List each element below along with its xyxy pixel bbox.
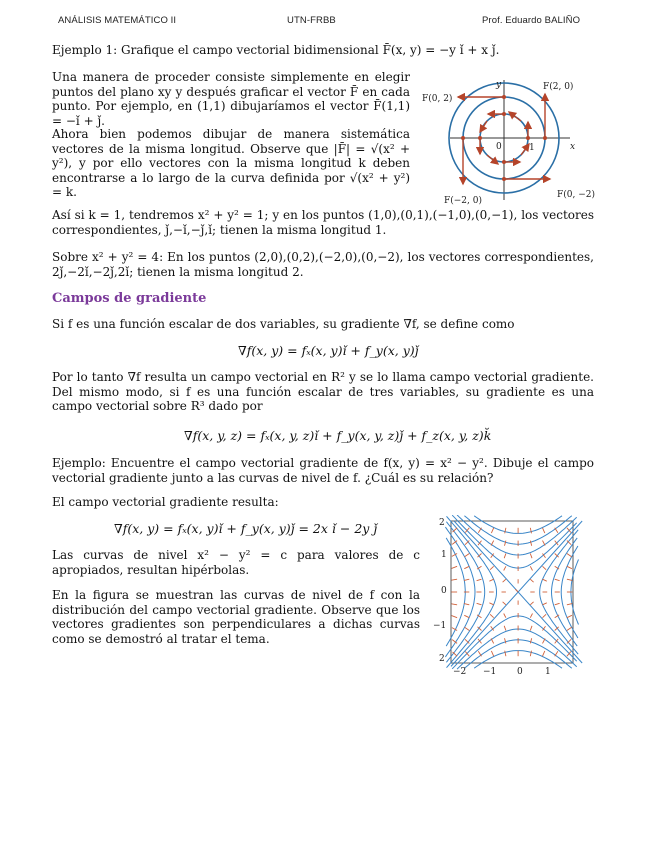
label-fm20: F(−2, 0): [444, 196, 482, 206]
header-course: ANÁLISIS MATEMÁTICO II: [58, 15, 177, 26]
paragraph-gradient-result: El campo vectorial gradiente resulta:: [52, 495, 279, 509]
label-x: x: [570, 142, 576, 152]
label-origin: 0: [496, 142, 502, 152]
y-tick: 2: [439, 518, 445, 528]
paragraph-level-curves: Las curvas de nivel x² − y² = c para valores de c apropiados, resultan hipérbolas.: [52, 548, 420, 577]
equation-gradient-3d: ∇̄f(x, y, z) = fₓ(x, y, z)ı̌ + f_y(x, y, z)ȷ̌ + f_z(x, y, z)k̆: [184, 428, 492, 443]
rotational-field-figure: [418, 72, 608, 208]
y-tick: 2: [439, 654, 445, 664]
header-professor: Prof. Eduardo BALIÑO: [482, 15, 581, 26]
paragraph-magnitude: Ahora bien podemos dibujar de manera sistemática vectores de la misma longitud. Observe que |F̄| = √(x² + y²), y por ello vectores con la misma longitud k deben encontrarse a lo largo de la curva definida por √(x² + y²) = k.: [52, 127, 410, 200]
y-tick: 0: [441, 586, 447, 596]
y-tick: −1: [433, 621, 447, 631]
example1-title: Ejemplo 1: Grafique el campo vectorial bidimensional F̄(x, y) = −y ı̌ + x ȷ̌.: [52, 43, 500, 57]
header-institution: UTN-FRBB: [287, 15, 336, 26]
equation-gradient-2d: ∇̄f(x, y) = fₓ(x, y)ı̌ + f_y(x, y)ȷ̌: [238, 343, 419, 358]
label-f20: F(2, 0): [543, 82, 574, 92]
equation-gradient-example: ∇̄f(x, y) = fₓ(x, y)ı̌ + f_y(x, y)ȷ̌ = 2x ı̌ − 2y ȷ̌: [114, 521, 378, 536]
paragraph-gradient-field: Por lo tanto ∇̄f resulta un campo vectorial en R² y se lo llama campo vectorial gradiente. Del mismo modo, si f es una función escalar de tres variables, su gradiente es una campo vectorial sobre R³ dado por: [52, 370, 594, 414]
paragraph-intro: Una manera de proceder consiste simplemente en elegir puntos del plano xy y después graficar el vector F̄ en cada punto. Por ejemplo, en (1,1) dibujaríamos el vector F̄(1,1) = −ı̌ + ȷ̌.: [52, 70, 410, 128]
paragraph-figure-note: En la figura se muestran las curvas de nivel de f con la distribución del campo vectorial gradiente. Observe que los vectores gradientes son perpendiculares a dichas curvas como se demostró al tratar el tema.: [52, 588, 420, 646]
label-y: y: [496, 80, 502, 90]
paragraph-example2: Ejemplo: Encuentre el campo vectorial gradiente de f(x, y) = x² − y². Dibuje el campo vectorial gradiente junto a las curvas de nivel de f. ¿Cuál es su relación?: [52, 456, 594, 485]
label-one: 1: [529, 143, 535, 153]
paragraph-k1: Así si k = 1, tendremos x² + y² = 1; y en los puntos (1,0),(0,1),(−1,0),(0,−1), los vectores correspondientes, ȷ̌,−ı̌,−ȷ̌,ı̌; tienen la misma longitud 1.: [52, 208, 594, 237]
section-title: Campos de gradiente: [52, 291, 207, 306]
label-f0m2: F(0, −2): [557, 190, 595, 200]
y-tick: 1: [441, 550, 447, 560]
x-tick: −2: [453, 667, 467, 677]
x-tick: −1: [483, 667, 497, 677]
gradient-field-figure: [433, 515, 583, 677]
paragraph-k2: Sobre x² + y² = 4: En los puntos (2,0),(0,2),(−2,0),(0,−2), los vectores correspondientes, 2ȷ̌,−2ı̌,−2ȷ̌,2ı̌; tienen la misma longitud 2.: [52, 250, 594, 279]
x-tick: 1: [545, 667, 551, 677]
paragraph-gradient-def: Si f es una función escalar de dos variables, su gradiente ∇̄f, se define como: [52, 317, 515, 331]
label-f02: F(0, 2): [422, 94, 453, 104]
x-tick: 0: [517, 667, 523, 677]
